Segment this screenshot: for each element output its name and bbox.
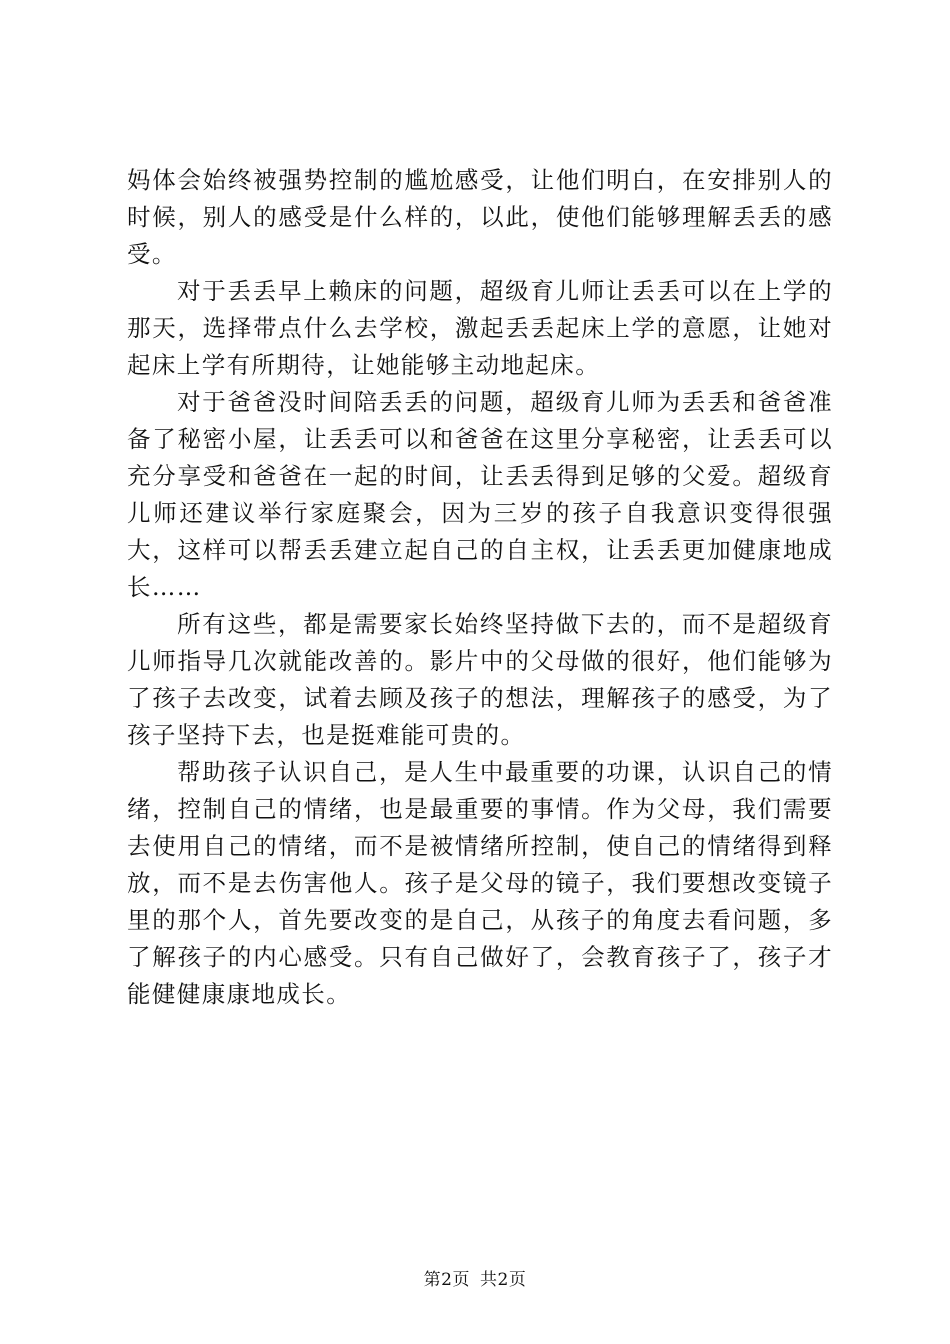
- paragraph-4: 所有这些，都是需要家长始终坚持做下去的，而不是超级育儿师指导几次就能改善的。影片中的父母做的很好，他们能够为了孩子去改变，试着去顾及孩子的想法，理解孩子的感受，为了孩子坚持下去，也是挺难能可贵的。: [127, 610, 833, 749]
- paragraph-2: 对于丢丢早上赖床的问题，超级育儿师让丢丢可以在上学的那天，选择带点什么去学校，激起丢丢起床上学的意愿，让她对起床上学有所期待，让她能够主动地起床。: [127, 277, 833, 379]
- page-number-label: 第2页: [423, 1270, 470, 1290]
- page-total-label: 共2页: [480, 1270, 527, 1290]
- paragraph-3: 对于爸爸没时间陪丢丢的问题，超级育儿师为丢丢和爸爸准备了秘密小屋，让丢丢可以和爸爸在这里分享秘密，让丢丢可以充分享受和爸爸在一起的时间，让丢丢得到足够的父爱。超级育儿师还建议举行家庭聚会，因为三岁的孩子自我意识变得很强大，这样可以帮丢丢建立起自己的自主权，让丢丢更加健康地成长……: [127, 388, 833, 601]
- document-body: [127, 162, 833, 1013]
- paragraph-1: 妈体会始终被强势控制的尴尬感受，让他们明白，在安排别人的时候，别人的感受是什么样的，以此，使他们能够理解丢丢的感受。: [127, 166, 833, 268]
- paragraph-5: 帮助孩子认识自己，是人生中最重要的功课，认识自己的情绪，控制自己的情绪，也是最重要的事情。作为父母，我们需要去使用自己的情绪，而不是被情绪所控制，使自己的情绪得到释放，而不是去伤害他人。孩子是父母的镜子，我们要想改变镜子里的那个人，首先要改变的是自己，从孩子的角度去看问题，多了解孩子的内心感受。只有自己做好了，会教育孩子了，孩子才能健健康康地成长。: [127, 758, 833, 1008]
- page-footer: [0, 1268, 950, 1292]
